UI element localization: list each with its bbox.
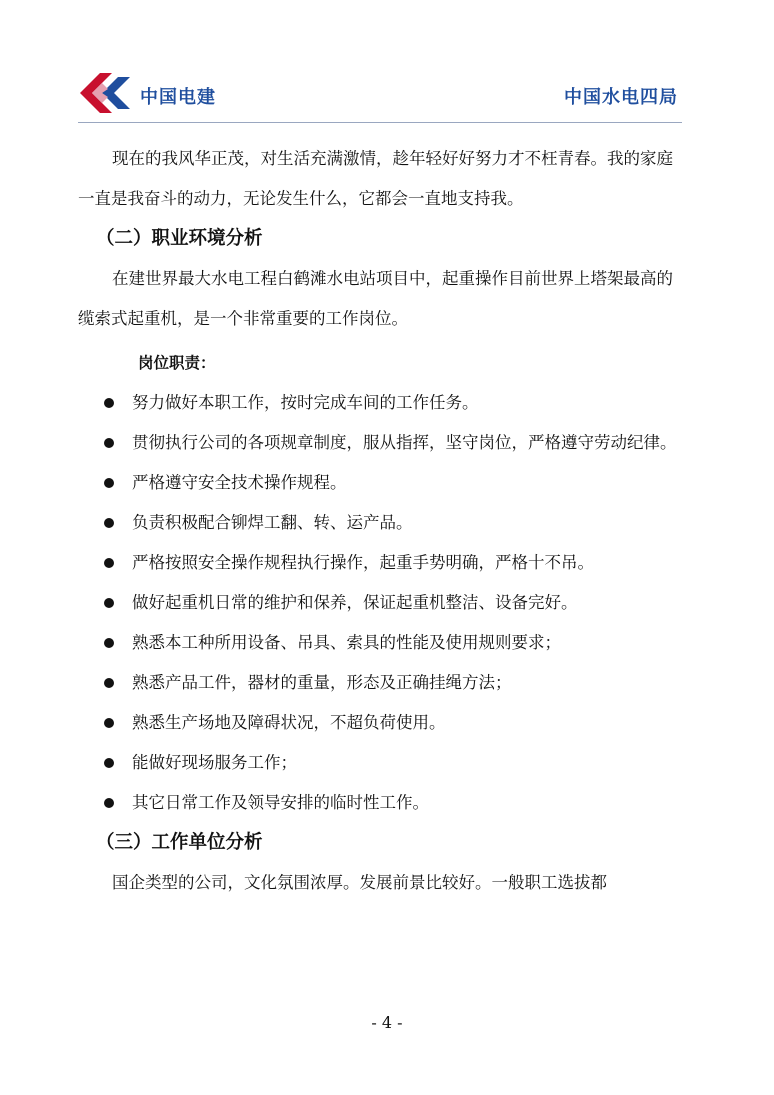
list-item: 严格按照安全操作规程执行操作，起重手势明确，严格十不吊。: [104, 543, 679, 583]
document-body: [78, 139, 679, 903]
list-item: 熟悉本工种所用设备、吊具、索具的性能及使用规则要求；: [104, 623, 679, 663]
list-item: 其它日常工作及领导安排的临时性工作。: [104, 783, 679, 823]
duties-list: [104, 383, 679, 823]
bullet-icon: [104, 678, 114, 688]
bullet-icon: [104, 758, 114, 768]
list-item: 熟悉产品工件，器材的重量，形态及正确挂绳方法；: [104, 663, 679, 703]
list-item: 努力做好本职工作，按时完成车间的工作任务。: [104, 383, 679, 423]
bullet-icon: [104, 558, 114, 568]
bullet-icon: [104, 478, 114, 488]
bullet-icon: [104, 518, 114, 528]
bullet-icon: [104, 638, 114, 648]
brand-name-left: 中国电建: [140, 87, 216, 108]
bullet-icon: [104, 438, 114, 448]
page-header: [78, 66, 682, 124]
list-item: 能做好现场服务工作；: [104, 743, 679, 783]
section-heading-employer-analysis: （三）工作单位分析: [96, 832, 263, 853]
page-number: - 4 -: [371, 1013, 403, 1032]
list-item: 负责积极配合铆焊工翻、转、运产品。: [104, 503, 679, 543]
list-item: 贯彻执行公司的各项规章制度，服从指挥，坚守岗位，严格遵守劳动纪律。: [104, 423, 679, 463]
bullet-icon: [104, 718, 114, 728]
section-heading-career-environment: （二）职业环境分析: [96, 228, 263, 249]
duties-title: 岗位职责：: [138, 354, 216, 372]
bullet-icon: [104, 398, 114, 408]
header-divider: [78, 122, 682, 123]
power-china-logo-icon: [78, 68, 136, 118]
paragraph-intro: 现在的我风华正茂，对生活充满激情，趁年轻好好努力才不枉青春。我的家庭一直是我奋斗的动力，无论发生什么，它都会一直地支持我。: [78, 149, 673, 208]
paragraph-employer-analysis: 国企类型的公司，文化氛围浓厚。发展前景比较好。一般职工选拔都: [112, 873, 607, 892]
bullet-icon: [104, 798, 114, 808]
bullet-icon: [104, 598, 114, 608]
list-item: 熟悉生产场地及障碍状况，不超负荷使用。: [104, 703, 679, 743]
list-item: 严格遵守安全技术操作规程。: [104, 463, 679, 503]
brand-name-right: 中国水电四局: [564, 87, 678, 108]
list-item: 做好起重机日常的维护和保养，保证起重机整洁、设备完好。: [104, 583, 679, 623]
paragraph-career-environment: 在建世界最大水电工程白鹤滩水电站项目中，起重操作目前世界上塔架最高的缆索式起重机，是一个非常重要的工作岗位。: [78, 269, 673, 328]
